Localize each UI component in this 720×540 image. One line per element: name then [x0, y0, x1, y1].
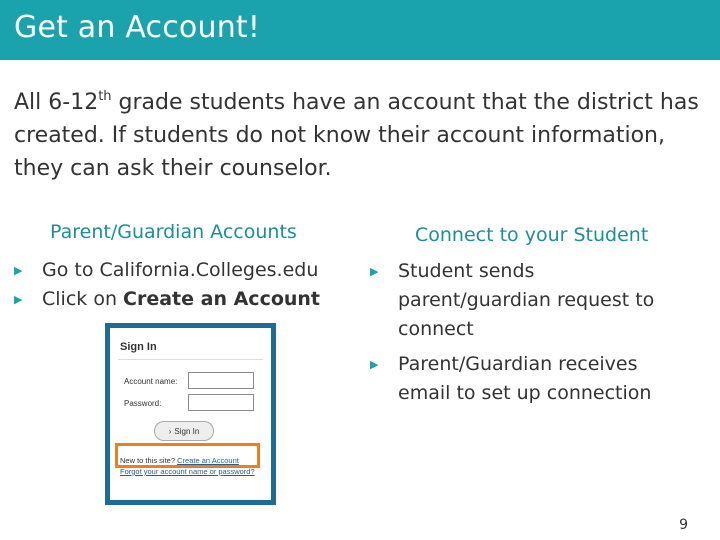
triangle-bullet-icon: ▶ — [370, 265, 379, 278]
create-account-link[interactable]: Create an Account — [177, 456, 239, 465]
forgot-line — [120, 467, 270, 476]
bullet-text: Click on — [42, 288, 124, 310]
signin-screenshot — [105, 323, 276, 505]
list-item — [370, 350, 690, 408]
divider — [118, 359, 263, 360]
title-bar — [0, 0, 720, 60]
triangle-bullet-icon: ▶ — [14, 293, 23, 306]
bullet-bold-text: Create an Account — [123, 288, 321, 310]
bullet-text: Student sends parent/guardian request to connect — [398, 260, 655, 340]
connect-student-list — [370, 257, 690, 414]
signin-title: Sign In — [120, 341, 157, 353]
password-label: Password: — [124, 399, 162, 408]
page-title: Get an Account! — [14, 10, 261, 45]
connect-student-heading: Connect to your Student — [415, 224, 649, 246]
page-number: 9 — [679, 517, 688, 533]
triangle-bullet-icon: ▶ — [14, 264, 23, 277]
forgot-account-link[interactable]: Forgot your account name or password? — [120, 467, 255, 476]
list-item — [14, 285, 334, 314]
chevron-right-icon: › — [168, 426, 172, 436]
password-input[interactable] — [188, 394, 254, 411]
new-to-site-text: New to this site? — [120, 456, 176, 465]
triangle-bullet-icon: ▶ — [370, 358, 379, 371]
create-account-highlight — [115, 443, 260, 468]
signin-panel — [110, 328, 271, 500]
list-item — [370, 257, 690, 344]
list-item — [14, 256, 334, 285]
intro-text-start: All 6-12 — [14, 90, 99, 115]
parent-accounts-list — [14, 256, 334, 314]
bullet-text: Parent/Guardian receives email to set up connection — [398, 353, 652, 404]
sign-in-button-label: Sign In — [174, 426, 200, 436]
intro-text-end: grade students have an account that the district has created. If students do not know their account information, they can ask their counselor. — [14, 90, 699, 181]
bullet-text: Go to California.Colleges.edu — [42, 259, 319, 281]
parent-accounts-heading: Parent/Guardian Accounts — [50, 221, 297, 243]
sign-in-button[interactable] — [154, 421, 214, 441]
account-name-label: Account name: — [124, 377, 178, 386]
account-name-input[interactable] — [188, 372, 254, 389]
intro-paragraph — [14, 86, 704, 185]
intro-superscript: th — [98, 89, 112, 104]
